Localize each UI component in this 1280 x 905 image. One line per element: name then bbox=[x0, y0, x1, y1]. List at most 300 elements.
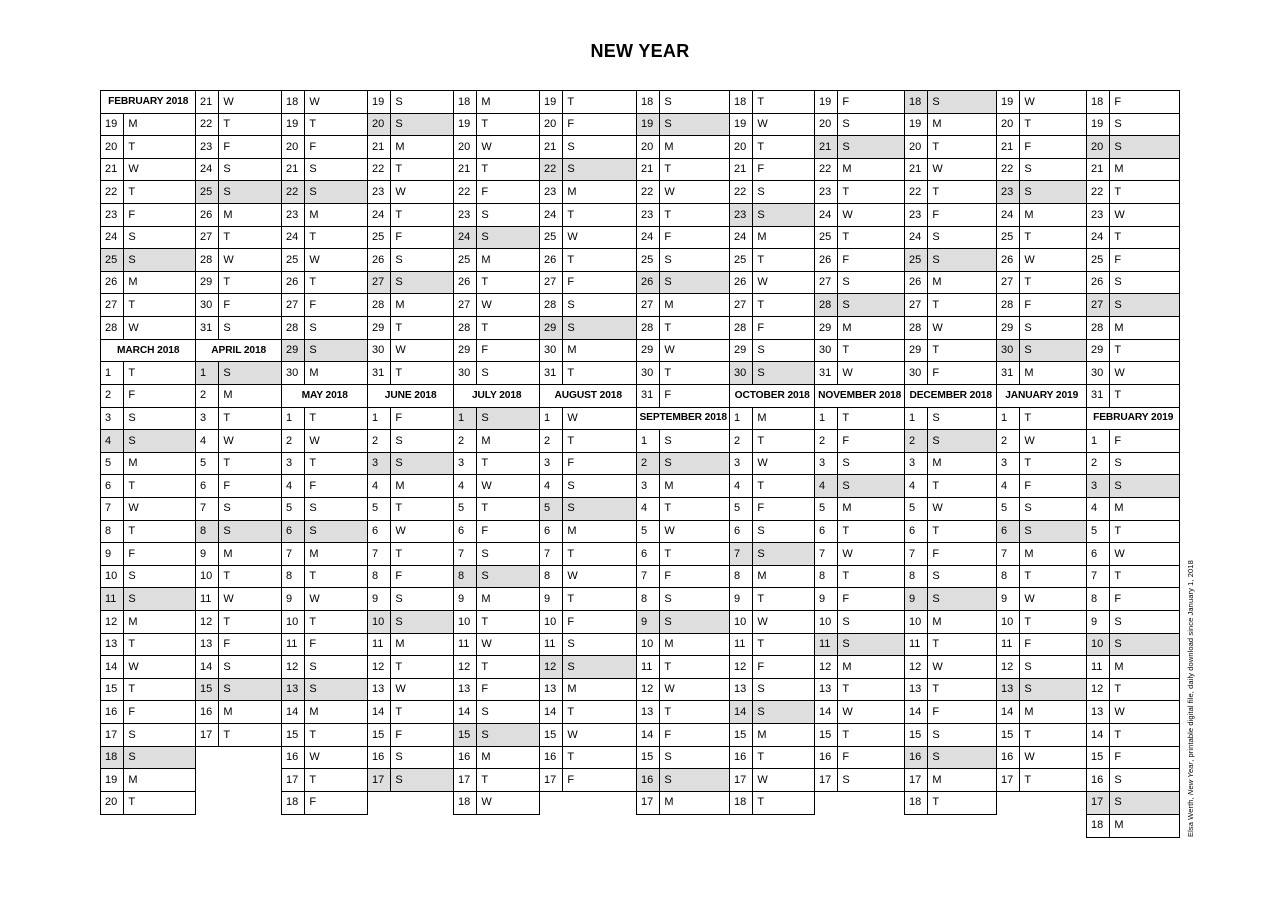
day-number: 20 bbox=[368, 114, 391, 136]
day-cell bbox=[729, 497, 815, 521]
day-letter: T bbox=[842, 344, 850, 357]
day-letter: S bbox=[1114, 796, 1122, 809]
day-number: 8 bbox=[540, 566, 563, 588]
day-number: 26 bbox=[637, 272, 660, 294]
day-cell bbox=[1086, 542, 1180, 566]
day-cell bbox=[100, 700, 196, 724]
day-letter: M bbox=[223, 389, 233, 402]
day-letter: M bbox=[664, 479, 674, 492]
day-letter: T bbox=[932, 683, 940, 696]
day-number: 15 bbox=[368, 724, 391, 746]
day-cell bbox=[100, 293, 196, 317]
day-cell bbox=[904, 135, 997, 159]
month-header: AUGUST 2018 bbox=[539, 384, 637, 408]
day-letter: M bbox=[309, 366, 319, 379]
day-number: 23 bbox=[730, 204, 753, 226]
day-cell bbox=[996, 700, 1087, 724]
day-letter: T bbox=[757, 796, 765, 809]
day-letter: F bbox=[395, 231, 403, 244]
day-letter: T bbox=[664, 547, 672, 560]
day-cell bbox=[729, 158, 815, 182]
day-number: 3 bbox=[637, 475, 660, 497]
day-cell bbox=[281, 226, 368, 250]
day-letter: S bbox=[1114, 298, 1122, 311]
day-letter: W bbox=[664, 525, 675, 538]
day-letter: M bbox=[1114, 660, 1124, 673]
day-cell-sunday bbox=[904, 90, 997, 114]
day-cell bbox=[636, 361, 730, 385]
day-number: 12 bbox=[540, 656, 563, 678]
day-letter: S bbox=[395, 773, 403, 786]
day-number: 8 bbox=[815, 566, 838, 588]
day-number: 25 bbox=[540, 227, 563, 249]
day-cell bbox=[729, 791, 815, 815]
day-number: 19 bbox=[815, 91, 838, 113]
day-letter: F bbox=[1024, 298, 1032, 311]
day-number: 11 bbox=[368, 634, 391, 656]
day-letter: S bbox=[664, 95, 672, 108]
day-letter: F bbox=[223, 638, 231, 651]
day-number: 22 bbox=[282, 181, 305, 203]
month-header: MARCH 2018 bbox=[100, 339, 196, 363]
day-cell bbox=[453, 587, 540, 611]
day-letter: W bbox=[932, 321, 943, 334]
day-number: 28 bbox=[196, 249, 219, 271]
day-cell bbox=[453, 474, 540, 498]
day-number: 11 bbox=[1087, 656, 1110, 678]
day-letter: W bbox=[481, 298, 492, 311]
day-letter: S bbox=[481, 366, 489, 379]
day-cell bbox=[1086, 723, 1180, 747]
day-cell bbox=[453, 180, 540, 204]
day-cell bbox=[996, 293, 1087, 317]
day-letter: S bbox=[1114, 140, 1122, 153]
month-header: SEPTEMBER 2018 bbox=[636, 407, 730, 431]
day-cell bbox=[636, 248, 730, 272]
day-number: 11 bbox=[815, 634, 838, 656]
day-letter: T bbox=[757, 95, 765, 108]
day-number: 4 bbox=[637, 498, 660, 520]
day-letter: T bbox=[481, 502, 489, 515]
day-cell bbox=[1086, 520, 1180, 544]
day-number: 17 bbox=[196, 724, 219, 746]
day-letter: F bbox=[757, 321, 765, 334]
day-letter: T bbox=[1114, 231, 1122, 244]
day-number: 18 bbox=[454, 792, 477, 814]
day-letter: T bbox=[567, 705, 575, 718]
day-cell bbox=[996, 452, 1087, 476]
day-number: 18 bbox=[637, 91, 660, 113]
day-cell-sunday bbox=[367, 768, 454, 792]
day-cell bbox=[636, 158, 730, 182]
day-number: 1 bbox=[540, 408, 563, 430]
day-number: 25 bbox=[815, 227, 838, 249]
day-cell bbox=[453, 339, 540, 363]
month-header: OCTOBER 2018 bbox=[729, 384, 815, 408]
day-number: 29 bbox=[815, 317, 838, 339]
day-cell bbox=[281, 248, 368, 272]
day-cell bbox=[281, 316, 368, 340]
day-letter: T bbox=[395, 705, 403, 718]
day-letter: T bbox=[757, 479, 765, 492]
day-cell bbox=[904, 700, 997, 724]
day-cell bbox=[100, 768, 196, 792]
day-number: 31 bbox=[637, 385, 660, 407]
day-number: 23 bbox=[282, 204, 305, 226]
day-letter: S bbox=[481, 547, 489, 560]
day-letter: T bbox=[842, 525, 850, 538]
day-cell bbox=[814, 316, 905, 340]
day-letter: T bbox=[1024, 615, 1032, 628]
day-letter: M bbox=[932, 773, 942, 786]
day-cell-sunday bbox=[453, 407, 540, 431]
day-number: 17 bbox=[368, 769, 391, 791]
day-cell bbox=[814, 610, 905, 634]
day-cell bbox=[100, 316, 196, 340]
day-letter: S bbox=[1114, 615, 1122, 628]
day-cell bbox=[729, 768, 815, 792]
day-cell bbox=[1086, 565, 1180, 589]
day-letter: S bbox=[757, 344, 765, 357]
day-number: 16 bbox=[540, 747, 563, 769]
day-cell-sunday bbox=[1086, 293, 1180, 317]
day-number: 11 bbox=[637, 656, 660, 678]
day-cell bbox=[100, 474, 196, 498]
day-cell bbox=[996, 655, 1087, 679]
day-letter: S bbox=[128, 434, 136, 447]
day-letter: S bbox=[1114, 457, 1122, 470]
day-cell bbox=[636, 474, 730, 498]
day-cell bbox=[729, 474, 815, 498]
day-number: 21 bbox=[730, 159, 753, 181]
day-number: 5 bbox=[997, 498, 1020, 520]
day-cell bbox=[281, 271, 368, 295]
day-letter: F bbox=[309, 638, 317, 651]
day-number: 20 bbox=[454, 136, 477, 158]
day-cell bbox=[539, 203, 637, 227]
day-letter: T bbox=[128, 185, 136, 198]
day-letter: F bbox=[223, 140, 231, 153]
day-cell bbox=[996, 587, 1087, 611]
day-letter: S bbox=[1114, 276, 1122, 289]
day-number: 1 bbox=[730, 408, 753, 430]
day-letter: M bbox=[757, 412, 767, 425]
day-number: 19 bbox=[454, 114, 477, 136]
day-cell-sunday bbox=[367, 610, 454, 634]
day-number: 22 bbox=[454, 181, 477, 203]
day-number: 30 bbox=[196, 294, 219, 316]
day-number: 6 bbox=[196, 475, 219, 497]
day-letter: T bbox=[395, 208, 403, 221]
day-letter: F bbox=[842, 95, 850, 108]
day-number: 3 bbox=[454, 453, 477, 475]
day-number: 21 bbox=[1087, 159, 1110, 181]
day-letter: M bbox=[395, 479, 405, 492]
day-letter: F bbox=[309, 796, 317, 809]
day-letter: W bbox=[395, 344, 406, 357]
day-number: 2 bbox=[730, 430, 753, 452]
day-number: 3 bbox=[905, 453, 928, 475]
day-cell bbox=[539, 90, 637, 114]
day-number: 24 bbox=[101, 227, 124, 249]
day-number: 17 bbox=[905, 769, 928, 791]
day-letter: T bbox=[664, 163, 672, 176]
day-cell bbox=[281, 497, 368, 521]
day-number: 7 bbox=[368, 543, 391, 565]
day-number: 29 bbox=[637, 340, 660, 362]
day-number: 22 bbox=[637, 181, 660, 203]
day-number: 18 bbox=[730, 792, 753, 814]
day-letter: S bbox=[395, 253, 403, 266]
day-number: 12 bbox=[101, 611, 124, 633]
day-letter: T bbox=[664, 208, 672, 221]
day-letter: T bbox=[567, 366, 575, 379]
day-cell bbox=[281, 746, 368, 770]
day-letter: S bbox=[309, 525, 317, 538]
day-number: 6 bbox=[368, 521, 391, 543]
day-letter: T bbox=[842, 683, 850, 696]
day-letter: W bbox=[842, 547, 853, 560]
day-letter: S bbox=[842, 479, 850, 492]
day-cell bbox=[195, 407, 282, 431]
day-cell bbox=[195, 610, 282, 634]
day-number: 23 bbox=[637, 204, 660, 226]
day-number: 6 bbox=[101, 475, 124, 497]
day-cell bbox=[100, 158, 196, 182]
day-number: 27 bbox=[997, 272, 1020, 294]
day-number: 1 bbox=[196, 362, 219, 384]
day-letter: T bbox=[567, 95, 575, 108]
day-number: 17 bbox=[540, 769, 563, 791]
day-number: 23 bbox=[997, 181, 1020, 203]
day-letter: T bbox=[128, 140, 136, 153]
day-number: 21 bbox=[637, 159, 660, 181]
credit-work-title: New Year bbox=[1186, 761, 1195, 796]
day-number: 24 bbox=[368, 204, 391, 226]
day-letter: T bbox=[1114, 185, 1122, 198]
day-cell bbox=[367, 655, 454, 679]
day-number: 19 bbox=[997, 91, 1020, 113]
day-number: 6 bbox=[454, 521, 477, 543]
day-letter: S bbox=[567, 638, 575, 651]
month-header: MAY 2018 bbox=[281, 384, 368, 408]
day-cell-sunday bbox=[453, 723, 540, 747]
day-number: 10 bbox=[282, 611, 305, 633]
day-letter: T bbox=[567, 592, 575, 605]
day-number: 13 bbox=[196, 634, 219, 656]
day-cell bbox=[195, 158, 282, 182]
day-letter: F bbox=[481, 683, 489, 696]
calendar-column bbox=[729, 90, 815, 815]
day-letter: S bbox=[395, 615, 403, 628]
day-cell bbox=[367, 316, 454, 340]
day-cell-sunday bbox=[904, 248, 997, 272]
day-number: 20 bbox=[282, 136, 305, 158]
day-cell bbox=[539, 633, 637, 657]
day-letter: T bbox=[1114, 728, 1122, 741]
day-letter: T bbox=[1114, 344, 1122, 357]
day-number: 27 bbox=[282, 294, 305, 316]
day-cell bbox=[1086, 497, 1180, 521]
day-cell bbox=[636, 791, 730, 815]
day-letter: M bbox=[842, 321, 852, 334]
day-letter: T bbox=[309, 118, 317, 131]
day-cell bbox=[453, 633, 540, 657]
day-number: 26 bbox=[282, 272, 305, 294]
day-cell-sunday bbox=[539, 655, 637, 679]
day-cell bbox=[996, 316, 1087, 340]
day-cell bbox=[729, 339, 815, 363]
day-letter: W bbox=[395, 525, 406, 538]
day-cell-sunday bbox=[100, 429, 196, 453]
day-cell bbox=[453, 610, 540, 634]
day-number: 27 bbox=[454, 294, 477, 316]
day-cell bbox=[539, 113, 637, 137]
day-letter: W bbox=[932, 660, 943, 673]
day-cell bbox=[195, 587, 282, 611]
day-letter: M bbox=[223, 547, 233, 560]
day-number: 12 bbox=[905, 656, 928, 678]
day-cell bbox=[367, 587, 454, 611]
day-cell bbox=[1086, 452, 1180, 476]
day-cell bbox=[814, 587, 905, 611]
day-cell bbox=[636, 384, 730, 408]
day-number: 13 bbox=[1087, 701, 1110, 723]
day-number: 25 bbox=[101, 249, 124, 271]
day-cell bbox=[729, 429, 815, 453]
day-cell bbox=[539, 565, 637, 589]
day-cell bbox=[814, 271, 905, 295]
day-letter: W bbox=[664, 683, 675, 696]
day-letter: W bbox=[1024, 751, 1035, 764]
month-header: JUNE 2018 bbox=[367, 384, 454, 408]
day-letter: S bbox=[481, 728, 489, 741]
day-letter: S bbox=[932, 253, 940, 266]
day-letter: T bbox=[481, 163, 489, 176]
day-letter: W bbox=[757, 615, 768, 628]
day-cell bbox=[996, 542, 1087, 566]
day-cell bbox=[636, 293, 730, 317]
day-letter: T bbox=[481, 118, 489, 131]
day-number: 16 bbox=[905, 747, 928, 769]
day-cell bbox=[729, 248, 815, 272]
day-number: 21 bbox=[196, 91, 219, 113]
calendar-column bbox=[539, 90, 637, 792]
day-letter: S bbox=[757, 208, 765, 221]
day-letter: M bbox=[932, 615, 942, 628]
day-number: 30 bbox=[637, 362, 660, 384]
day-cell bbox=[814, 248, 905, 272]
day-letter: S bbox=[223, 502, 231, 515]
day-cell bbox=[636, 746, 730, 770]
day-cell bbox=[281, 655, 368, 679]
day-cell bbox=[367, 723, 454, 747]
day-number: 27 bbox=[196, 227, 219, 249]
day-cell bbox=[453, 293, 540, 317]
day-number: 25 bbox=[282, 249, 305, 271]
day-letter: T bbox=[223, 231, 231, 244]
day-cell-sunday bbox=[996, 678, 1087, 702]
day-cell bbox=[281, 587, 368, 611]
day-letter: T bbox=[481, 615, 489, 628]
day-number: 25 bbox=[997, 227, 1020, 249]
day-letter: F bbox=[757, 660, 765, 673]
day-letter: S bbox=[223, 683, 231, 696]
day-letter: T bbox=[664, 366, 672, 379]
day-number: 15 bbox=[905, 724, 928, 746]
day-letter: F bbox=[757, 163, 765, 176]
day-number: 17 bbox=[730, 769, 753, 791]
day-number: 13 bbox=[368, 679, 391, 701]
day-letter: S bbox=[1024, 525, 1032, 538]
day-letter: W bbox=[309, 592, 320, 605]
day-letter: S bbox=[395, 118, 403, 131]
day-letter: S bbox=[481, 705, 489, 718]
day-cell bbox=[996, 768, 1087, 792]
day-cell bbox=[367, 497, 454, 521]
day-number: 15 bbox=[282, 724, 305, 746]
day-number: 1 bbox=[637, 430, 660, 452]
day-letter: F bbox=[395, 728, 403, 741]
day-cell bbox=[100, 271, 196, 295]
day-number: 9 bbox=[101, 543, 124, 565]
day-number: 12 bbox=[282, 656, 305, 678]
day-letter: S bbox=[664, 457, 672, 470]
month-header: NOVEMBER 2018 bbox=[814, 384, 905, 408]
day-letter: M bbox=[481, 95, 491, 108]
day-number: 2 bbox=[540, 430, 563, 452]
day-cell bbox=[904, 542, 997, 566]
day-number: 28 bbox=[368, 294, 391, 316]
day-number: 13 bbox=[997, 679, 1020, 701]
day-letter: S bbox=[842, 276, 850, 289]
day-number: 15 bbox=[815, 724, 838, 746]
day-letter: S bbox=[664, 592, 672, 605]
day-letter: T bbox=[309, 412, 317, 425]
year-grid bbox=[100, 90, 1181, 840]
day-letter: W bbox=[1024, 95, 1035, 108]
day-number: 3 bbox=[730, 453, 753, 475]
day-cell bbox=[814, 361, 905, 385]
day-number: 23 bbox=[368, 181, 391, 203]
day-number: 15 bbox=[196, 679, 219, 701]
day-letter: F bbox=[481, 525, 489, 538]
day-cell bbox=[729, 135, 815, 159]
day-letter: W bbox=[664, 185, 675, 198]
day-cell bbox=[100, 226, 196, 250]
month-header: JANUARY 2019 bbox=[996, 384, 1087, 408]
day-cell bbox=[904, 610, 997, 634]
day-letter: S bbox=[223, 163, 231, 176]
day-number: 9 bbox=[730, 588, 753, 610]
day-letter: T bbox=[932, 185, 940, 198]
day-cell-sunday bbox=[1086, 791, 1180, 815]
day-letter: M bbox=[664, 140, 674, 153]
day-cell bbox=[904, 474, 997, 498]
day-number: 29 bbox=[454, 340, 477, 362]
day-number: 30 bbox=[997, 340, 1020, 362]
day-number: 2 bbox=[368, 430, 391, 452]
day-number: 9 bbox=[1087, 611, 1110, 633]
day-cell bbox=[904, 180, 997, 204]
day-letter: M bbox=[309, 208, 319, 221]
day-number: 4 bbox=[454, 475, 477, 497]
day-cell bbox=[814, 746, 905, 770]
day-letter: F bbox=[842, 592, 850, 605]
day-number: 18 bbox=[905, 91, 928, 113]
day-cell bbox=[1086, 587, 1180, 611]
day-letter: F bbox=[1114, 592, 1122, 605]
